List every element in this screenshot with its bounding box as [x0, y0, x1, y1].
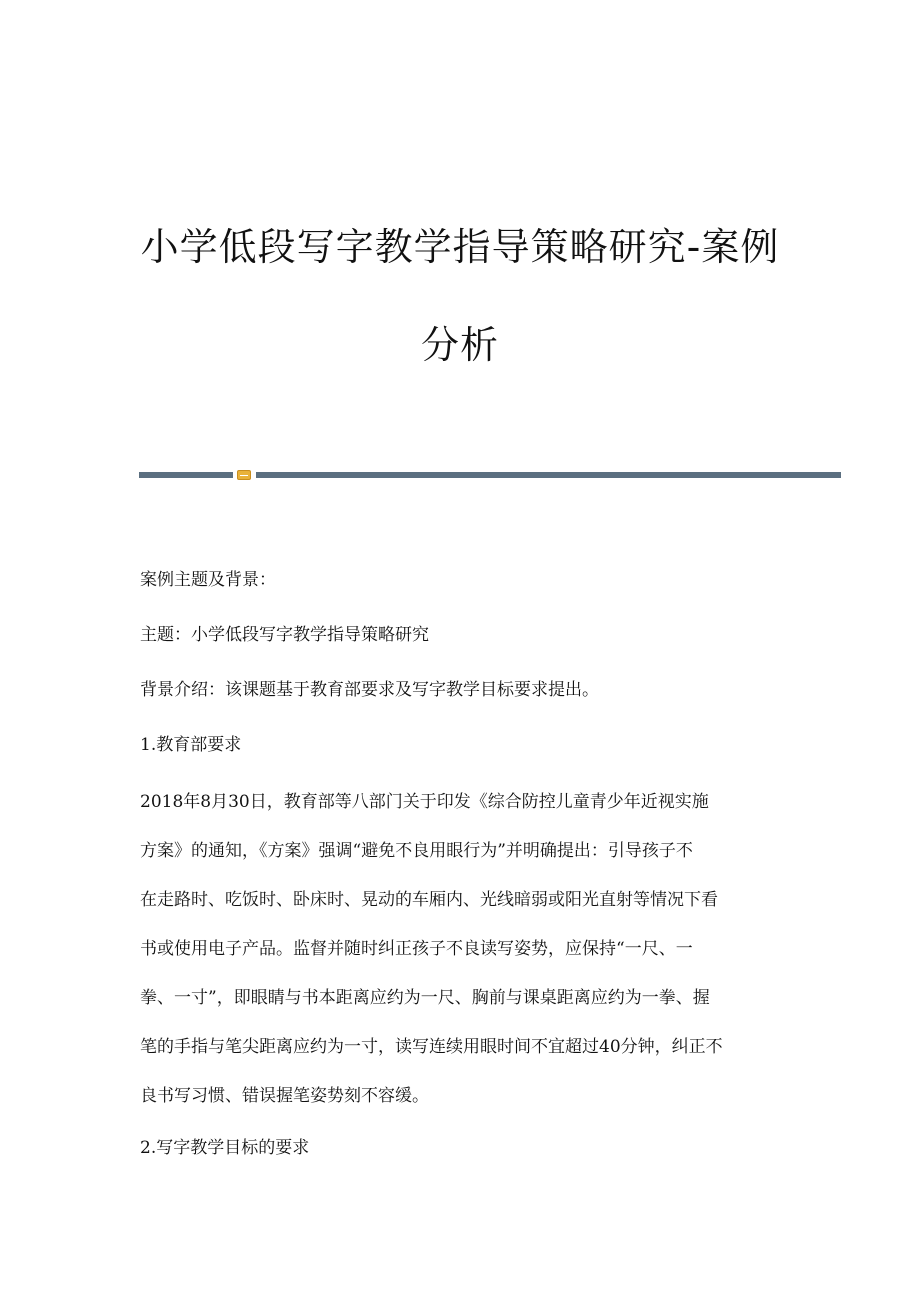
- section-1-body-line: 拳、一寸”，即眼睛与书本距离应约为一尺、胸前与课桌距离应约为一拳、握: [140, 988, 710, 1008]
- document-title-line-2: 分析: [420, 323, 499, 367]
- section-1-heading: 1.教育部要求: [140, 735, 242, 755]
- section-1-body-line: 在走路时、吃饭时、卧床时、晃动的车厢内、光线暗弱或阳光直射等情况下看: [140, 890, 718, 910]
- section-1-body: [140, 778, 800, 1121]
- title-divider: [139, 470, 841, 480]
- document-title-line-1: 小学低段写字教学指导策略研究-案例: [140, 225, 780, 269]
- divider-bar-right: [256, 472, 841, 478]
- section-1-body-line: 良书写习惯、错误握笔姿势刻不容缓。: [140, 1086, 429, 1106]
- case-heading: 案例主题及背景：: [140, 570, 276, 590]
- topic-paragraph: 主题：小学低段写字教学指导策略研究: [140, 625, 429, 645]
- section-1-body-line: 笔的手指与笔尖距离应约为一寸，读写连续用眼时间不宜超过40分钟，纠正不: [140, 1037, 723, 1057]
- section-1-body-line: 方案》的通知，《方案》强调“避免不良用眼行为”并明确提出：引导孩子不: [140, 841, 693, 861]
- section-2-heading: 2.写字教学目标的要求: [140, 1138, 310, 1158]
- section-1-body-line: 2018年8月30日，教育部等八部门关于印发《综合防控儿童青少年近视实施: [140, 792, 709, 812]
- divider-ornament-icon: [237, 470, 251, 480]
- divider-bar-left: [139, 472, 233, 478]
- background-paragraph: 背景介绍：该课题基于教育部要求及写字教学目标要求提出。: [140, 680, 599, 700]
- section-1-body-line: 书或使用电子产品。监督并随时纠正孩子不良读写姿势，应保持“一尺、一: [140, 939, 693, 959]
